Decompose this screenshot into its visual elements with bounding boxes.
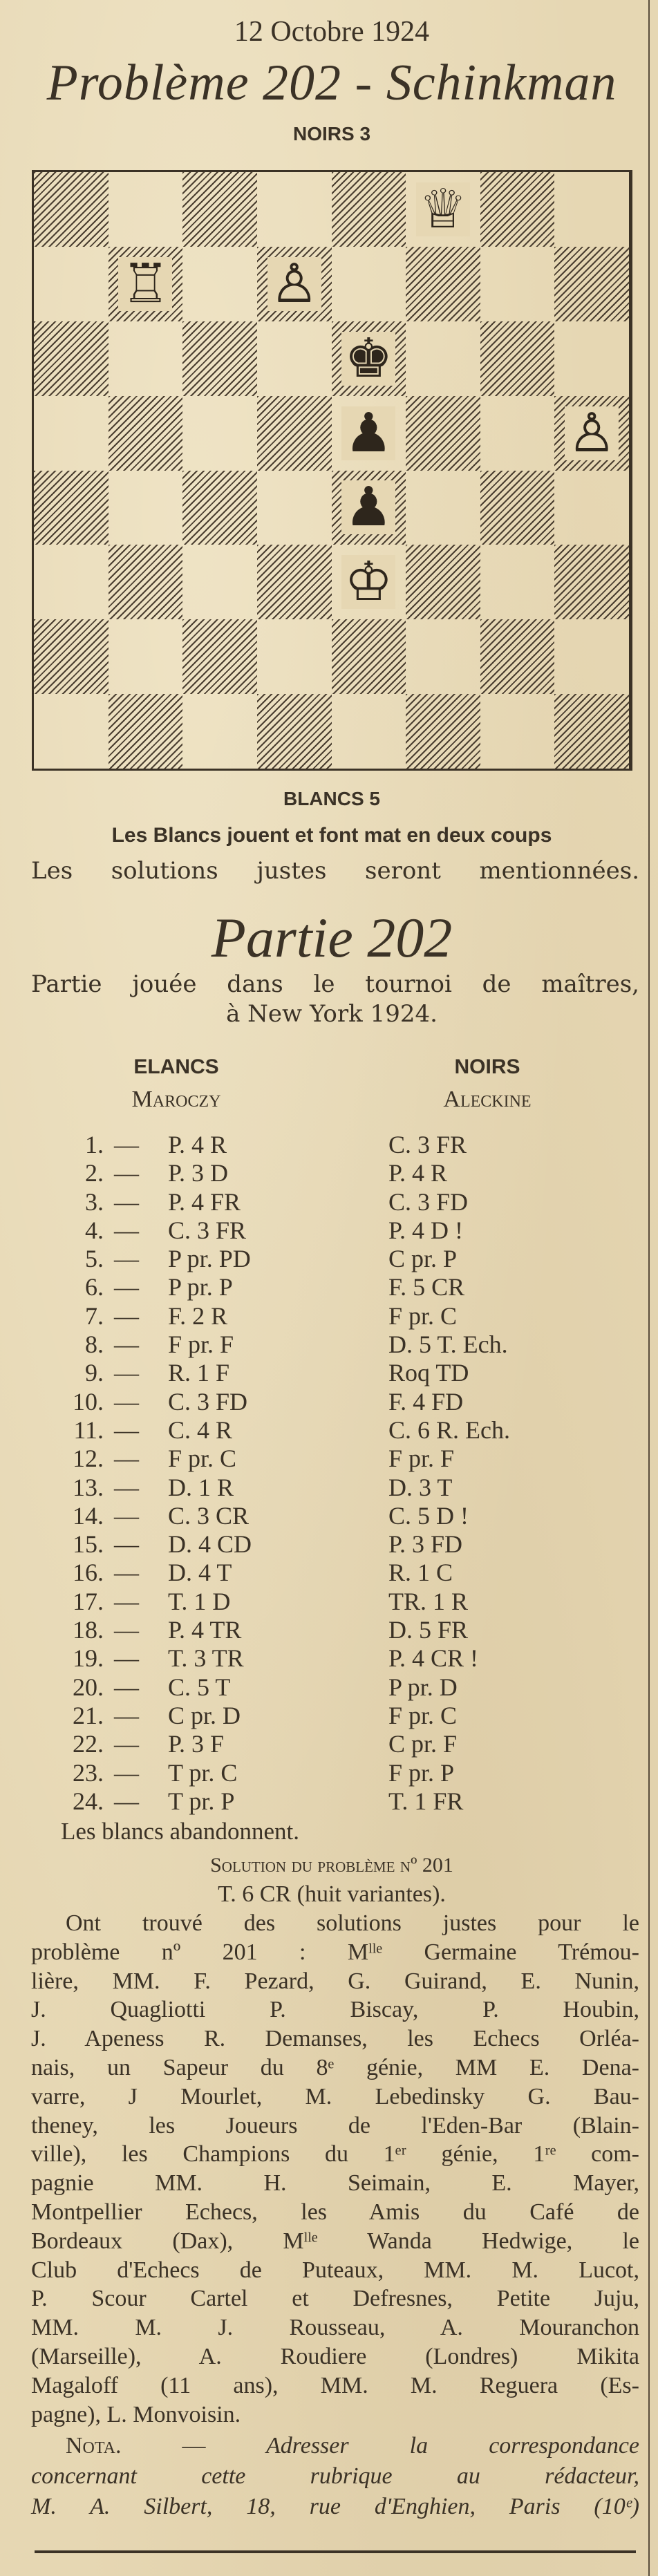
move-row [0,1187,650,1216]
nota-line: concernant cette rubrique au rédacteur, [31,2463,639,2489]
bottom-rule [35,2550,636,2553]
move-number: 10. [73,1387,104,1416]
solvers-paragraph [31,1910,639,2430]
black-move: P. 4 CR ! [388,1644,479,1673]
move-number: 14. [73,1501,104,1530]
white-move: P pr. P [168,1273,233,1301]
square-f1 [406,694,480,769]
square-d1 [257,694,332,769]
square-f6 [406,321,480,396]
move-number: 20. [73,1673,104,1701]
paragraph-line: J. Apeness R. Demanses, les Echecs Orléa- [31,2026,639,2052]
white-move: P. 4 TR [168,1616,242,1644]
black-move: D. 3 T [388,1473,453,1501]
move-dash: — [114,1644,139,1673]
paragraph-line: varre, J Mourlet, M. Lebedinsky G. Bau- [31,2083,639,2109]
move-dash: — [114,1587,139,1615]
white-move: T. 3 TR [168,1644,244,1673]
square-d4 [257,471,332,545]
square-a5 [34,396,109,471]
move-row [0,1758,650,1787]
move-dash: — [114,1131,139,1158]
square-a6 [34,321,109,396]
paragraph-line: (Marseille), A. Roudiere (Londres) Mikita [31,2343,639,2369]
square-e1 [332,694,406,769]
square-g6 [480,321,555,396]
move-number: 13. [73,1473,104,1501]
white-move: F pr. C [168,1445,237,1473]
square-a4 [34,471,109,545]
white-player: Maroczy [131,1087,221,1112]
paragraph-line: Ont trouvé des solutions justes pour le [66,1910,639,1936]
square-a7 [34,247,109,321]
square-f7 [406,247,480,321]
move-row [0,1530,650,1558]
move-row [0,1330,650,1358]
square-e2 [332,619,406,694]
nota-label: Nota. — [66,2433,206,2459]
paragraph-line: nais, un Sapeur du 8ᵉ génie, MM E. Dena- [31,2054,639,2080]
move-number: 6. [85,1273,104,1301]
move-dash: — [114,1787,139,1815]
white-move: F. 2 R [168,1301,228,1330]
square-h3 [554,545,629,619]
move-dash: — [114,1245,139,1273]
white-move: C. 3 FD [168,1387,248,1416]
white-move: T pr. C [168,1758,238,1787]
move-dash: — [114,1273,139,1301]
black-move: F pr. F [388,1445,455,1473]
white-move: D. 4 T [168,1559,232,1587]
black-king-icon: ♚ [341,332,395,386]
move-dash: — [114,1673,139,1701]
move-dash: — [114,1730,139,1758]
paragraph-line: Magaloff (11 ans), MM. M. Reguera (Es- [31,2372,639,2398]
square-a8 [34,172,109,247]
move-dash: — [114,1159,139,1187]
black-move: F pr. C [388,1301,458,1330]
nota-line: M. A. Silbert, 18, rue d'Enghien, Paris (10ᵉ) [31,2494,639,2519]
moves-list [0,1130,650,1815]
move-number: 3. [85,1187,104,1216]
square-b2 [109,619,183,694]
move-number: 7. [85,1301,104,1330]
square-e5 [332,396,406,471]
white-move: P. 4 R [168,1131,227,1158]
move-dash: — [114,1216,139,1244]
move-number: 8. [85,1331,104,1359]
black-header: NOIRS [454,1055,520,1078]
black-move: C pr. P [388,1245,458,1273]
move-dash: — [114,1445,139,1473]
nota-line: Adresser la correspondance [266,2433,639,2459]
black-move: C pr. F [388,1730,458,1758]
move-row [0,1158,650,1187]
white-move: P. 3 F [168,1730,225,1758]
white-rook-icon: ♖ [118,257,172,311]
square-h5 [554,396,629,471]
paragraph-line: Montpellier Echecs, les Amis du Café de [31,2199,639,2225]
square-f5 [406,396,480,471]
square-e7 [332,247,406,321]
black-move: F. 5 CR [388,1273,465,1301]
square-c4 [182,471,257,545]
white-move: P. 3 D [168,1159,229,1187]
square-f2 [406,619,480,694]
solutions-note: Les solutions justes seront mentionnées. [31,857,639,885]
square-g7 [480,247,555,321]
move-number: 4. [85,1216,104,1244]
move-number: 15. [73,1530,104,1559]
square-c6 [182,321,257,396]
move-row [0,1444,650,1472]
paragraph-line: problème nº 201 : Mˡˡᵉ Germaine Trémou- [31,1939,639,1965]
white-move: C. 4 R [168,1416,233,1444]
white-queen-icon: ♕ [416,182,470,236]
move-dash: — [114,1559,139,1587]
black-move: P. 4 R [388,1159,448,1187]
move-number: 19. [73,1644,104,1673]
square-e6 [332,321,406,396]
square-g3 [480,545,555,619]
solution-answer: T. 6 CR (huit variantes). [218,1881,446,1907]
black-move: C. 3 FR [388,1131,467,1158]
square-f4 [406,471,480,545]
move-dash: — [114,1187,139,1216]
move-row [0,1272,650,1301]
white-move: C. 3 CR [168,1501,250,1530]
square-b5 [109,396,183,471]
paragraph-line: pagnie MM. H. Seimain, E. Mayer, [31,2170,639,2197]
square-a2 [34,619,109,694]
black-move: C. 5 D ! [388,1501,469,1530]
move-dash: — [114,1359,139,1387]
square-d5 [257,396,332,471]
move-row [0,1558,650,1586]
square-g1 [480,694,555,769]
square-b1 [109,694,183,769]
paragraph-line: MM. M. J. Rousseau, A. Mouranchon [31,2315,639,2341]
white-move: P pr. PD [168,1245,251,1273]
move-number: 2. [85,1159,104,1187]
black-pawn-icon: ♟ [341,406,395,460]
square-e4 [332,471,406,545]
square-b3 [109,545,183,619]
move-dash: — [114,1501,139,1530]
black-move: P. 4 D ! [388,1216,464,1244]
black-move: R. 1 C [388,1559,453,1587]
black-pawn-icon: ♟ [341,480,395,534]
move-dash: — [114,1530,139,1559]
square-d7 [257,247,332,321]
move-row [0,1387,650,1416]
square-b4 [109,471,183,545]
white-move: F pr. F [168,1331,234,1359]
white-move: C. 3 FR [168,1216,247,1244]
move-row [0,1501,650,1530]
black-move: F. 4 FD [388,1387,464,1416]
square-c2 [182,619,257,694]
move-number: 9. [85,1359,104,1387]
move-number: 12. [73,1445,104,1473]
square-a3 [34,545,109,619]
black-move: T. 1 FR [388,1787,464,1815]
square-g8 [480,172,555,247]
move-dash: — [114,1416,139,1444]
white-move: T. 1 D [168,1587,231,1615]
move-row [0,1701,650,1729]
problem-title: Problème 202 - Schinkman [46,55,617,111]
date: 12 Octobre 1924 [234,16,430,48]
paragraph-line: J. Quagliotti P. Biscay, P. Houbin, [31,1997,639,2023]
white-count-label: BLANCS 5 [283,788,380,809]
white-move: P. 4 FR [168,1187,241,1216]
white-pawn-icon: ♙ [565,406,619,460]
move-number: 1. [85,1131,104,1158]
move-number: 17. [73,1587,104,1615]
move-number: 24. [73,1787,104,1815]
move-row [0,1244,650,1272]
move-row [0,1644,650,1672]
move-number: 22. [73,1730,104,1758]
square-h2 [554,619,629,694]
paragraph-line: lière, MM. F. Pezard, G. Guirand, E. Nunin, [31,1968,639,1994]
move-row [0,1301,650,1330]
move-dash: — [114,1387,139,1416]
square-h1 [554,694,629,769]
move-number: 5. [85,1245,104,1273]
white-king-icon: ♔ [341,555,395,609]
black-player: Aleckine [443,1087,532,1112]
paragraph-line: Bordeaux (Dax), Mˡˡᵉ Wanda Hedwige, le [31,2228,639,2254]
white-move: T pr. P [168,1787,235,1815]
paragraph-line: Club d'Echecs de Puteaux, MM. M. Lucot, [31,2257,639,2283]
square-b6 [109,321,183,396]
square-c5 [182,396,257,471]
paragraph-line: theney, les Joueurs de l'Eden-Bar (Blain- [31,2112,639,2138]
white-move: C pr. D [168,1701,241,1729]
white-move: R. 1 F [168,1359,230,1387]
square-c3 [182,545,257,619]
move-number: 23. [73,1758,104,1787]
square-b8 [109,172,183,247]
black-move: C. 3 FD [388,1187,469,1216]
square-f3 [406,545,480,619]
black-move: F pr. P [388,1758,455,1787]
move-row [0,1358,650,1386]
square-h4 [554,471,629,545]
square-d8 [257,172,332,247]
square-b7 [109,247,183,321]
move-dash: — [114,1331,139,1359]
move-number: 11. [73,1416,104,1444]
white-header: ELANCS [133,1055,219,1078]
move-row [0,1615,650,1644]
solution-heading: Solution du problème nº 201 [210,1854,453,1877]
move-number: 16. [73,1559,104,1587]
white-move: D. 1 R [168,1473,234,1501]
white-move: D. 4 CD [168,1530,252,1559]
paragraph-line: ville), les Champions du 1ᵉʳ génie, 1ʳᵉ com- [31,2141,639,2168]
square-d2 [257,619,332,694]
move-row [0,1473,650,1501]
move-row [0,1587,650,1615]
square-h6 [554,321,629,396]
square-h8 [554,172,629,247]
square-c7 [182,247,257,321]
square-g5 [480,396,555,471]
move-row [0,1787,650,1815]
square-h7 [554,247,629,321]
move-dash: — [114,1616,139,1644]
white-pawn-icon: ♙ [267,257,321,311]
move-row [0,1729,650,1758]
square-g2 [480,619,555,694]
square-g4 [480,471,555,545]
black-count-label: NOIRS 3 [292,123,371,144]
game-subtitle-location: à New York 1924. [226,1000,438,1028]
square-f8 [406,172,480,247]
black-move: D. 5 FR [388,1616,469,1644]
game-result: Les blancs abandonnent. [61,1818,300,1845]
move-dash: — [114,1758,139,1787]
square-d6 [257,321,332,396]
move-dash: — [114,1473,139,1501]
problem-instruction: Les Blancs jouent et font mat en deux coups [111,824,552,847]
square-a1 [34,694,109,769]
move-row [0,1216,650,1244]
nota [31,2433,639,2524]
chess-board [32,170,632,771]
white-move: C. 5 T [168,1673,231,1701]
move-row [0,1130,650,1158]
square-e3 [332,545,406,619]
square-d3 [257,545,332,619]
game-subtitle: Partie jouée dans le tournoi de maîtres, [31,970,639,998]
game-title: Partie 202 [211,906,453,969]
black-move: F pr. C [388,1701,458,1729]
black-move: C. 6 R. Ech. [388,1416,510,1444]
black-move: P pr. D [388,1673,458,1701]
black-move: Roq TD [388,1359,469,1387]
black-move: TR. 1 R [388,1587,469,1615]
black-move: D. 5 T. Ech. [388,1331,508,1359]
paragraph-line: pagne), L. Monvoisin. [31,2401,241,2427]
paragraph-line: P. Scour Cartel et Defresnes, Petite Juju, [31,2286,639,2312]
move-row [0,1416,650,1444]
move-number: 18. [73,1616,104,1644]
move-number: 21. [73,1701,104,1729]
square-c1 [182,694,257,769]
move-dash: — [114,1301,139,1330]
square-c8 [182,172,257,247]
move-row [0,1673,650,1701]
black-move: P. 3 FD [388,1530,463,1559]
square-e8 [332,172,406,247]
move-dash: — [114,1701,139,1729]
